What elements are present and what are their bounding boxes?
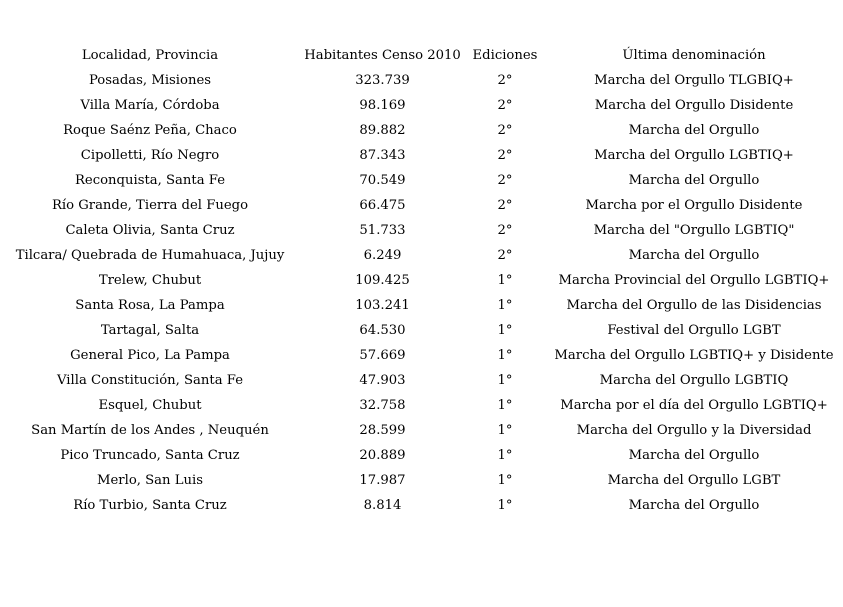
- cell-population: 70.549: [359, 173, 406, 188]
- cell-editions: 1°: [497, 448, 513, 463]
- table-row: [0, 418, 843, 443]
- header-locality: Localidad, Provincia: [81, 48, 219, 63]
- cell-locality: Tilcara/ Quebrada de Humahuaca, Jujuy: [15, 248, 285, 263]
- cell-population: 98.169: [359, 98, 406, 113]
- table-row: [0, 393, 843, 418]
- cell-editions: 1°: [497, 473, 513, 488]
- cell-locality: General Pico, La Pampa: [70, 348, 230, 363]
- cell-editions: 1°: [497, 348, 513, 363]
- table-body: [0, 68, 843, 518]
- table-row: [0, 218, 843, 243]
- cell-editions: 1°: [497, 298, 513, 313]
- cell-locality: Caleta Olivia, Santa Cruz: [65, 223, 235, 238]
- cell-denomination: Marcha Provincial del Orgullo LGBTIQ+: [558, 273, 830, 288]
- cell-population: 20.889: [359, 448, 406, 463]
- cell-editions: 2°: [497, 73, 513, 88]
- cell-editions: 2°: [497, 123, 513, 138]
- cell-locality: Roque Saénz Peña, Chaco: [63, 123, 237, 138]
- cell-denomination: Marcha del Orgullo LGBTIQ+ y Disidente: [554, 348, 834, 363]
- cell-denomination: Festival del Orgullo LGBT: [607, 323, 781, 338]
- cell-denomination: Marcha del Orgullo: [628, 448, 760, 463]
- cell-locality: Trelew, Chubut: [98, 273, 202, 288]
- cell-editions: 1°: [497, 323, 513, 338]
- cell-population: 51.733: [359, 223, 406, 238]
- cell-population: 66.475: [359, 198, 406, 213]
- table-row: [0, 468, 843, 493]
- cell-population: 64.530: [359, 323, 406, 338]
- table-row: [0, 168, 843, 193]
- table-row: [0, 193, 843, 218]
- cell-population: 109.425: [355, 273, 410, 288]
- cell-editions: 1°: [497, 273, 513, 288]
- cell-denomination: Marcha del Orgullo LGBTIQ: [599, 373, 789, 388]
- cell-editions: 2°: [497, 148, 513, 163]
- cell-locality: Merlo, San Luis: [97, 473, 203, 488]
- cell-population: 17.987: [359, 473, 406, 488]
- cell-locality: Cipolletti, Río Negro: [80, 148, 220, 163]
- table-row: [0, 493, 843, 518]
- cell-population: 323.739: [355, 73, 410, 88]
- cell-denomination: Marcha del "Orgullo LGBTIQ": [593, 223, 795, 238]
- cell-locality: Río Turbio, Santa Cruz: [73, 498, 227, 513]
- table-row: [0, 143, 843, 168]
- cell-locality: Santa Rosa, La Pampa: [75, 298, 225, 313]
- cell-denomination: Marcha del Orgullo: [628, 248, 760, 263]
- cell-denomination: Marcha del Orgullo: [628, 123, 760, 138]
- cell-denomination: Marcha del Orgullo LGBTIQ+: [594, 148, 794, 163]
- table-row: [0, 268, 843, 293]
- table-row: [0, 243, 843, 268]
- table-row: [0, 93, 843, 118]
- cell-locality: Tartagal, Salta: [100, 323, 200, 338]
- cell-population: 8.814: [363, 498, 402, 513]
- table-row: [0, 293, 843, 318]
- cell-denomination: Marcha del Orgullo: [628, 498, 760, 513]
- header-denomination: Última denominación: [622, 48, 766, 63]
- table-row: [0, 368, 843, 393]
- table-row: [0, 118, 843, 143]
- table-row: [0, 68, 843, 93]
- cell-locality: San Martín de los Andes , Neuquén: [31, 423, 269, 438]
- cell-population: 103.241: [355, 298, 410, 313]
- cell-locality: Esquel, Chubut: [98, 398, 202, 413]
- cell-population: 57.669: [359, 348, 406, 363]
- cell-editions: 1°: [497, 423, 513, 438]
- cell-population: 87.343: [359, 148, 406, 163]
- cell-population: 6.249: [363, 248, 402, 263]
- cell-denomination: Marcha por el Orgullo Disidente: [585, 198, 803, 213]
- cell-locality: Posadas, Misiones: [88, 73, 212, 88]
- cell-denomination: Marcha por el día del Orgullo LGBTIQ+: [560, 398, 828, 413]
- table-row: [0, 318, 843, 343]
- cell-editions: 2°: [497, 223, 513, 238]
- header-editions: Ediciones: [472, 48, 538, 63]
- table-row: [0, 443, 843, 468]
- cell-locality: Pico Truncado, Santa Cruz: [60, 448, 240, 463]
- cell-editions: 1°: [497, 498, 513, 513]
- cell-denomination: Marcha del Orgullo Disidente: [594, 98, 794, 113]
- cell-denomination: Marcha del Orgullo de las Disidencias: [566, 298, 822, 313]
- document-page: [0, 43, 843, 518]
- cell-locality: Río Grande, Tierra del Fuego: [51, 198, 249, 213]
- cell-editions: 2°: [497, 173, 513, 188]
- cell-editions: 2°: [497, 248, 513, 263]
- cell-denomination: Marcha del Orgullo y la Diversidad: [576, 423, 812, 438]
- table-row: [0, 343, 843, 368]
- cell-editions: 2°: [497, 98, 513, 113]
- cell-editions: 1°: [497, 373, 513, 388]
- cell-population: 28.599: [359, 423, 406, 438]
- header-population: Habitantes Censo 2010: [304, 48, 461, 63]
- cell-denomination: Marcha del Orgullo LGBT: [607, 473, 781, 488]
- cell-locality: Villa María, Córdoba: [80, 98, 220, 113]
- cell-editions: 1°: [497, 398, 513, 413]
- cell-population: 89.882: [359, 123, 406, 138]
- cell-denomination: Marcha del Orgullo TLGBIQ+: [594, 73, 794, 88]
- cell-denomination: Marcha del Orgullo: [628, 173, 760, 188]
- pride-marches-table: [0, 43, 843, 518]
- header-row: [0, 43, 843, 68]
- cell-editions: 2°: [497, 198, 513, 213]
- cell-locality: Reconquista, Santa Fe: [75, 173, 225, 188]
- cell-population: 32.758: [359, 398, 406, 413]
- cell-population: 47.903: [359, 373, 406, 388]
- cell-locality: Villa Constitución, Santa Fe: [57, 373, 243, 388]
